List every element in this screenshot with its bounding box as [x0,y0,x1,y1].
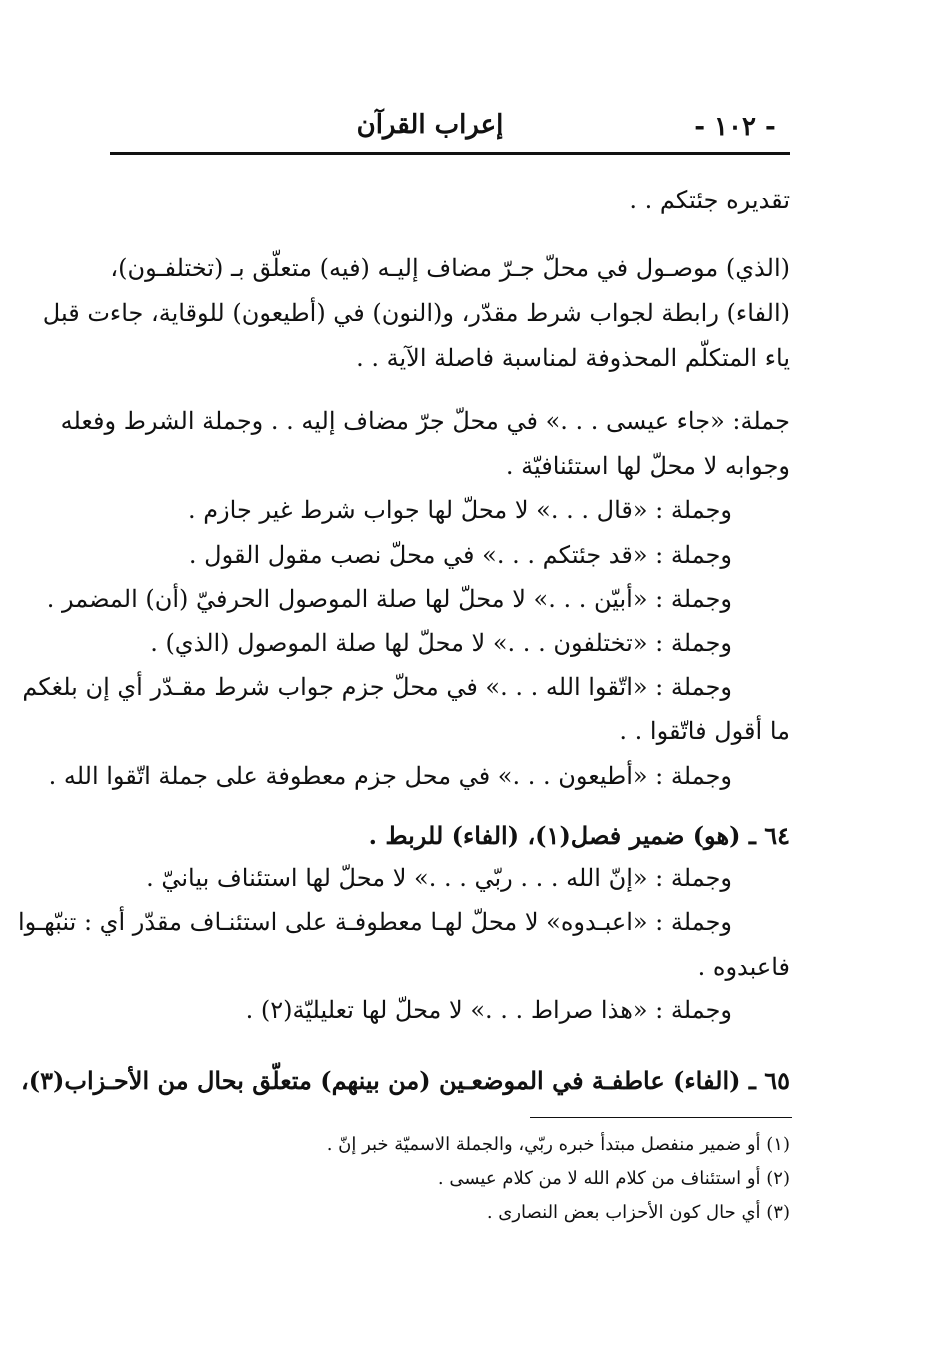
text-line: تقديره جئتكم . . [629,186,790,214]
footnote: (٣) أي حال كون الأحزاب بعض النصارى . [486,1202,790,1223]
footnote-rule [530,1117,792,1118]
text-line: وجملة : «قال . . .» لا محلّ لها جواب شرط غير جازم . [187,496,732,524]
text-line: وجملة : «أطيعون . . .» في محل جزم معطوفة على جملة اتّقوا الله . [48,762,732,790]
text-line: وجملة : «هذا صراط . . .» لا محلّ لها تعليليّة(٢) . [245,996,732,1024]
header-rule [110,152,790,155]
text-line: وجملة : «قد جئتكم . . .» في محلّ نصب مقول القول . [188,541,732,569]
footnote: (٢) أو استئناف من كلام الله لا من كلام عيسى . [437,1168,790,1189]
text-line: (الذي) موصـول في محلّ جـرّ مضاف إليـه (فيه) متعلّق بـ (تختلفـون)، [110,254,790,282]
text-line: فاعبدوه . [697,953,790,981]
text-line: (الفاء) رابطة لجواب شرط مقدّر، و(النون) في (أطيعون) للوقاية، جاءت قبل [42,299,790,327]
text-line: وجملة : «أبيّن . . .» لا محلّ لها صلة الموصول الحرفيّ (أن) المضمر . [46,585,732,613]
book-title: إعراب القرآن [356,110,504,140]
text-line: وجملة : «تختلفون . . .» لا محلّ لها صلة الموصول (الذي) . [150,629,732,657]
text-line: وجملة : «اعبـدوه» لا محلّ لهـا معطوفـة على استئنـاف مقدّر أي : تنبّهـوا [18,908,732,936]
verse-64-line: ٦٤ ـ (هو) ضمير فصل(١)، (الفاء) للربط . [368,821,790,850]
text-line: وجوابه لا محلّ لها استئنافيّة . [505,452,790,480]
text-line: ما أقول فاتّقوا . . [619,717,790,745]
text-line: ياء المتكلّم المحذوفة لمناسبة فاصلة الآية . . [356,344,790,372]
page-number: - ١٠٢ - [694,112,776,142]
text-line: وجملة : «اتّقوا الله . . .» في محلّ جزم جواب شرط مقـدّر أي إن بلغكم [22,673,732,701]
text-line: وجملة : «إنّ الله . . . ربّي . . .» لا محلّ لها استئناف بيانيّ . [146,864,732,892]
verse-65-line: ٦٥ ـ (الفاء) عاطفـة في الموضعـين (من بينهم) متعلّق بحال من الأحـزاب(٣)، [21,1066,790,1095]
footnote: (١) أو ضمير منفصل مبتدأ خبره ربّي، والجملة الاسميّة خبر إنّ . [326,1134,790,1155]
text-line: جملة: «جاء عيسى . . .» في محلّ جرّ مضاف إليه . . وجملة الشرط وفعله [60,407,790,435]
